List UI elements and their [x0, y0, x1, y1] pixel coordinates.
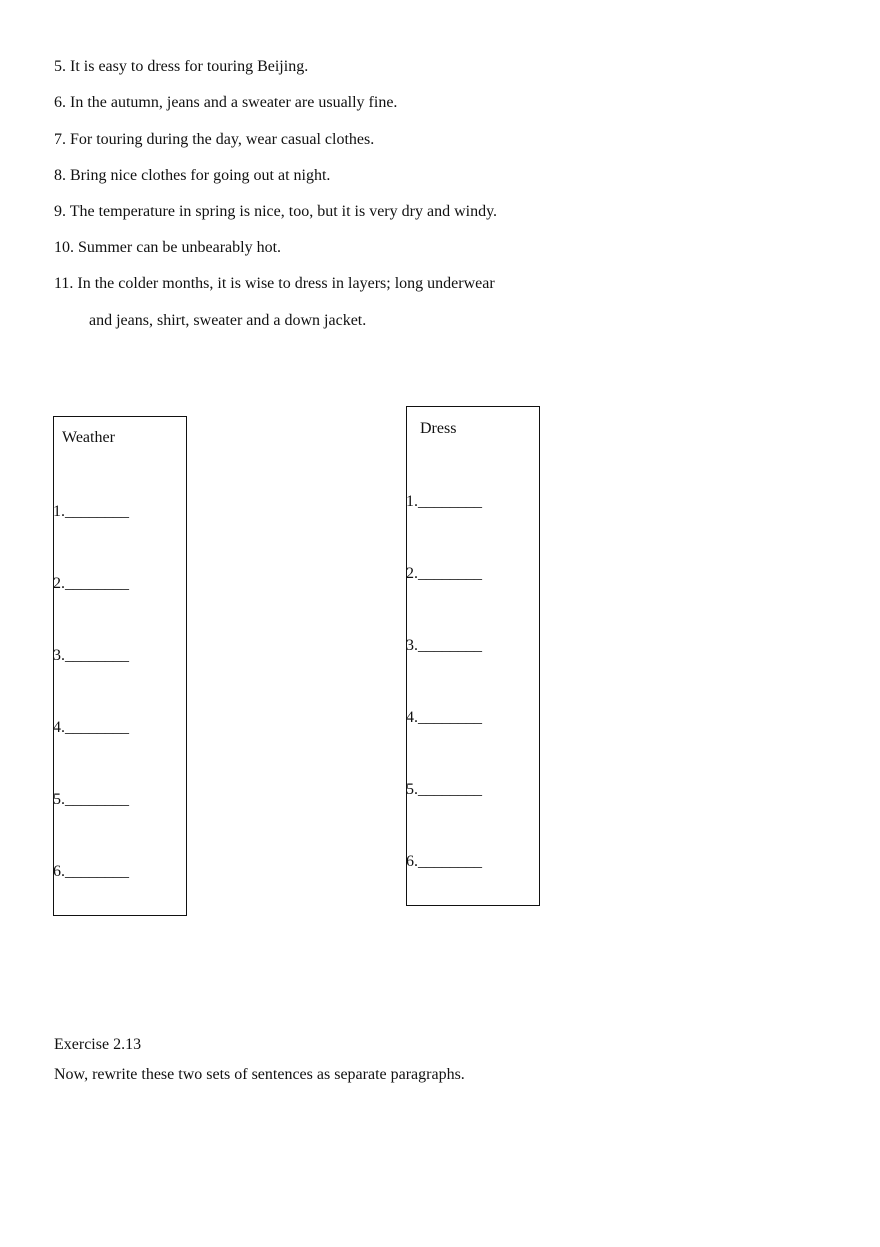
sentence-11: 11. In the colder months, it is wise to dress in layers; long underwear — [54, 275, 495, 292]
sentence-6: 6. In the autumn, jeans and a sweater are usually fine. — [54, 94, 398, 111]
sentence-11-continuation: and jeans, shirt, sweater and a down jacket. — [89, 312, 367, 329]
sentence-9: 9. The temperature in spring is nice, too, but it is very dry and windy. — [54, 203, 498, 220]
weather-blank-1[interactable]: 1.________ — [53, 503, 129, 520]
sentence-8: 8. Bring nice clothes for going out at night. — [54, 167, 331, 184]
dress-blank-6[interactable]: 6.________ — [406, 853, 482, 870]
dress-blank-2[interactable]: 2.________ — [406, 565, 482, 582]
dress-blank-4[interactable]: 4.________ — [406, 709, 482, 726]
weather-blank-5[interactable]: 5.________ — [53, 791, 129, 808]
sentence-7: 7. For touring during the day, wear casual clothes. — [54, 131, 375, 148]
weather-blank-6[interactable]: 6.________ — [53, 863, 129, 880]
weather-box-title: Weather — [62, 429, 115, 446]
weather-blank-3[interactable]: 3.________ — [53, 647, 129, 664]
weather-box — [53, 416, 187, 916]
dress-box — [406, 406, 540, 906]
dress-blank-3[interactable]: 3.________ — [406, 637, 482, 654]
exercise-instruction: Now, rewrite these two sets of sentences as separate paragraphs. — [54, 1066, 465, 1083]
dress-blank-5[interactable]: 5.________ — [406, 781, 482, 798]
weather-blank-2[interactable]: 2.________ — [53, 575, 129, 592]
exercise-heading: Exercise 2.13 — [54, 1036, 142, 1053]
sentence-10: 10. Summer can be unbearably hot. — [54, 239, 282, 256]
sentence-5: 5. It is easy to dress for touring Beijing. — [54, 58, 309, 75]
dress-box-title: Dress — [420, 420, 457, 437]
dress-blank-1[interactable]: 1.________ — [406, 493, 482, 510]
weather-blank-4[interactable]: 4.________ — [53, 719, 129, 736]
